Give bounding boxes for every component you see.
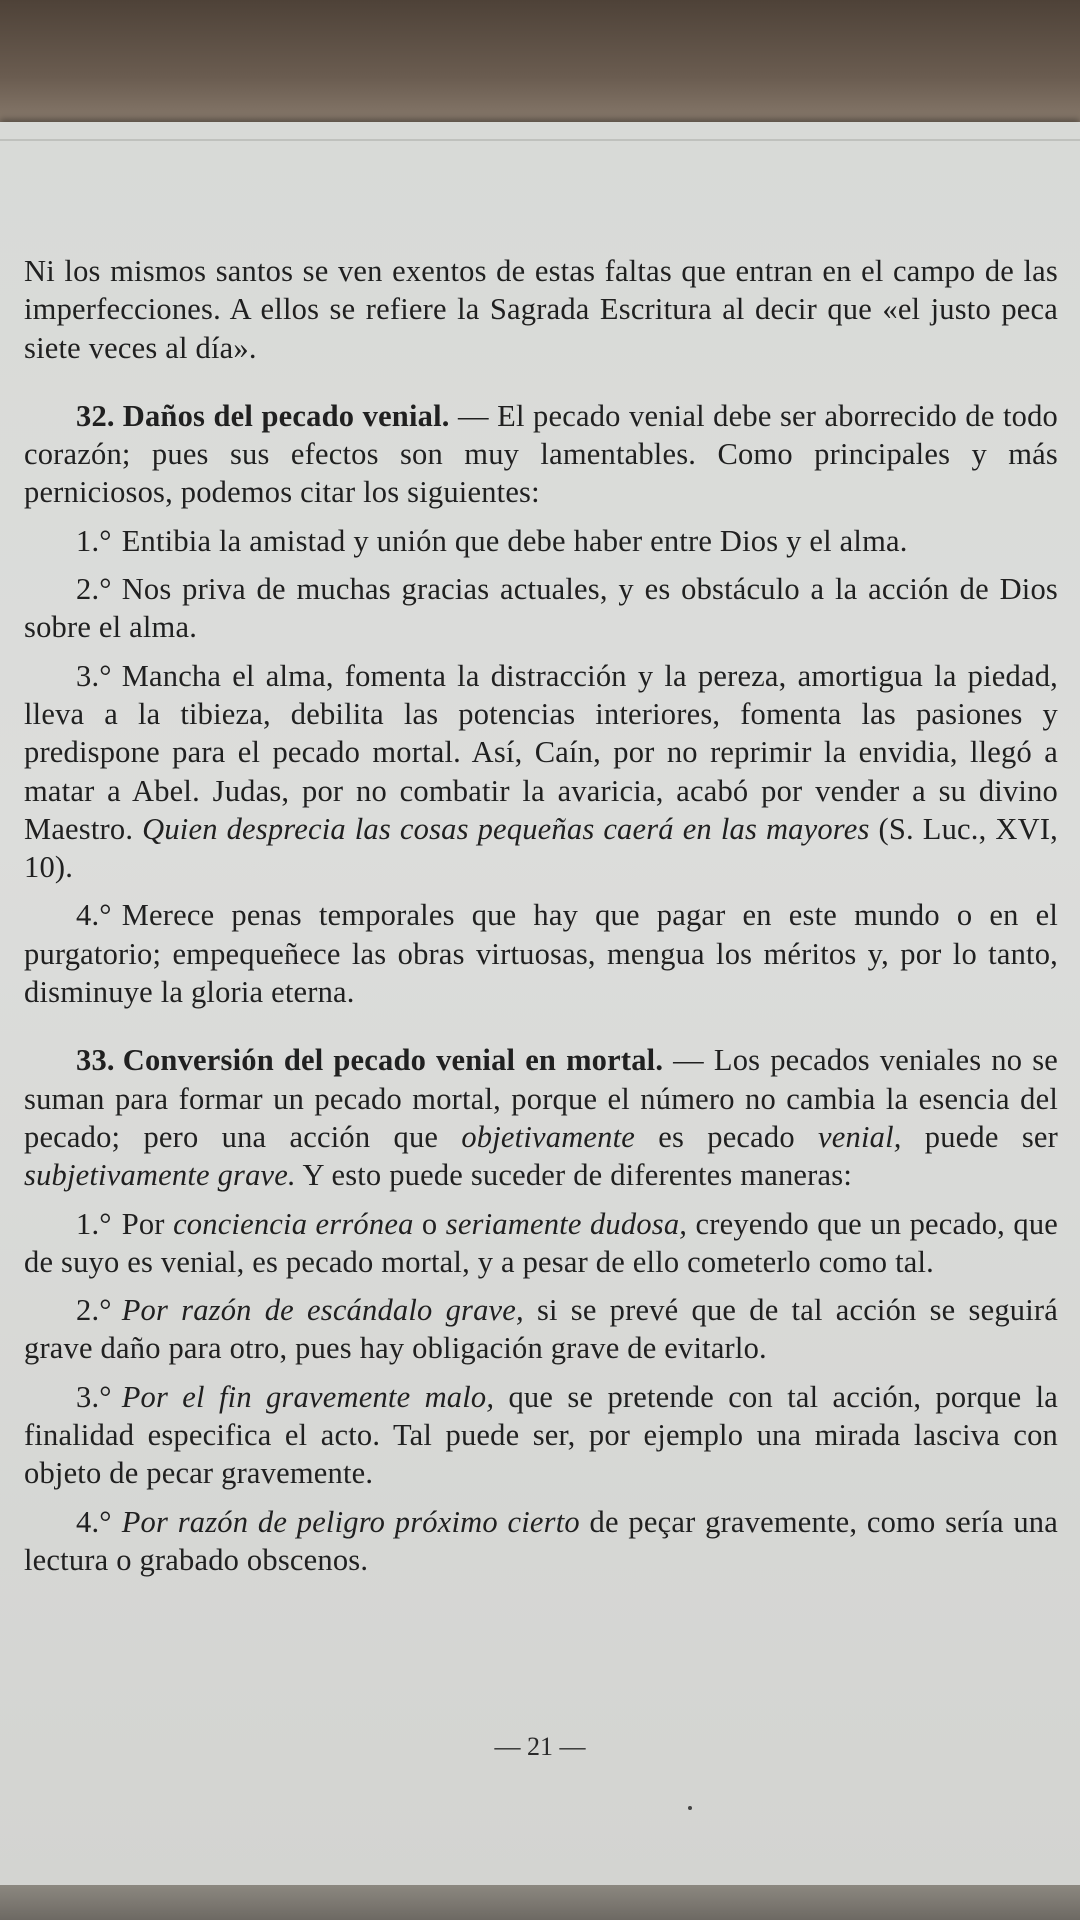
list-item: 1.° Por conciencia errónea o seriamente dudosa, creyendo que un pecado, que de suyo es venial, es pecado mortal, y a pesar de ello cometerlo como tal. bbox=[24, 1206, 1059, 1279]
list-item: 4.° Por razón de peligro próximo cierto de peçar gravemente, como sería una lectura o grabado obscenos. bbox=[24, 1504, 1058, 1577]
list-item: 1.° Entibia la amistad y unión que debe haber entre Dios y el alma. bbox=[76, 523, 908, 558]
section-32 bbox=[24, 397, 1058, 1011]
page-edge-line bbox=[0, 139, 1080, 141]
print-speck bbox=[688, 1806, 692, 1810]
list-item: 2.° Nos priva de muchas gracias actuales, y es obstáculo a la acción de Dios sobre el alma. bbox=[24, 572, 1058, 645]
background-surface-bottom bbox=[0, 1885, 1080, 1920]
list-item: 3.° Mancha el alma, fomenta la distracción y la pereza, amortigua la piedad, lleva a la tibieza, debilita las potencias interiores, fomenta las pasiones y predispone para el pecado mortal. Así, Caín, por no reprimir la envidia, llegó a matar a Abel. Judas, por no combatir la avaricia, acabó por vender a su divino Maestro. Quien desprecia las cosas pequeñas caerá en las mayores (S. Luc., XVI, 10). bbox=[24, 658, 1059, 885]
page-text bbox=[24, 252, 1058, 1579]
section-title: Conversión del pecado venial en mortal. bbox=[122, 1043, 664, 1078]
list-item: 4.° Merece penas temporales que hay que pagar en este mundo o en el purgatorio; empequeñece las obras virtuosas, mengua los méritos y, por lo tanto, disminuye la gloria eterna. bbox=[24, 898, 1058, 1010]
intro-paragraph: Ni los mismos santos se ven exentos de estas faltas que entran en el campo de las imperfecciones. A ellos se refiere la Sagrada Escritura al decir que «el justo peca siete veces al día». bbox=[24, 254, 1058, 365]
section-text: El pecado venial debe ser aborrecido de todo corazón; pues sus efectos son muy lamentables. Como principales y más perniciosos, podemos citar los siguientes: bbox=[24, 398, 1058, 510]
section-32-heading-paragraph: 32. Daños del pecado venial. — El pecado venial debe ser aborrecido de todo corazón; pues sus efectos son muy lamentables. Como principales y más perniciosos, podemos citar los siguientes: bbox=[24, 398, 1058, 510]
section-number: 33. bbox=[76, 1043, 115, 1078]
section-33-heading-paragraph: 33. Conversión del pecado venial en mortal. — Los pecados veniales no se suman para formar un pecado mortal, porque el número no cambia la esencia del pecado; pero una acción que objetivamente es pecado venial, puede ser subjetivamente grave. Y esto puede suceder de diferentes maneras: bbox=[24, 1043, 1058, 1193]
list-item: 2.° Por razón de escándalo grave, si se prevé que de tal acción se seguirá grave daño para otro, pues hay obligación grave de evitarlo. bbox=[24, 1293, 1058, 1366]
background-surface-top bbox=[0, 0, 1080, 128]
section-33 bbox=[24, 1041, 1058, 1579]
section-title: Daños del pecado venial. bbox=[122, 398, 450, 433]
page-number: — 21 — bbox=[494, 1732, 586, 1761]
section-number: 32. bbox=[76, 398, 115, 433]
list-item: 3.° Por el fin gravemente malo, que se pretende con tal acción, porque la finalidad especifica el acto. Tal puede ser, por ejemplo una mirada lasciva con objeto de pecar gravemente. bbox=[24, 1379, 1058, 1491]
